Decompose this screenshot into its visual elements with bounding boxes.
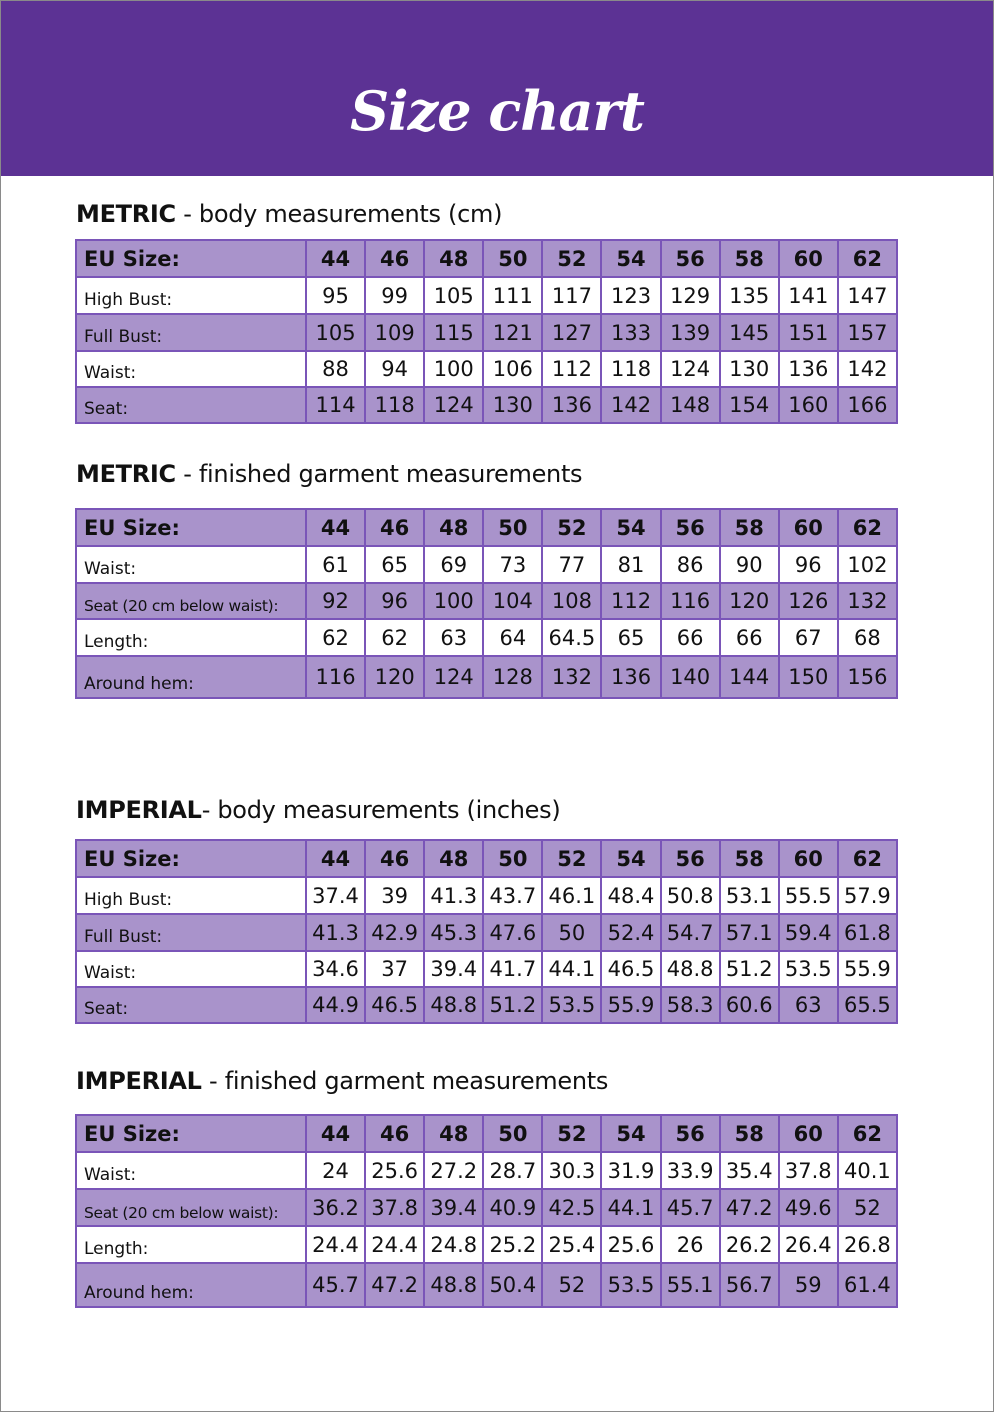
table-row	[76, 277, 897, 314]
measurement-cell: 61.8	[838, 914, 897, 951]
measurement-cell: 47.2	[720, 1189, 779, 1226]
table-row	[76, 1189, 897, 1226]
title-strong: METRIC	[76, 200, 176, 228]
measurement-cell: 120	[365, 656, 424, 698]
table-row	[76, 987, 897, 1023]
measurement-cell: 52	[542, 1263, 601, 1307]
size-header-cell: 62	[838, 840, 897, 877]
measurement-cell: 58.3	[661, 987, 720, 1023]
measurement-cell: 112	[542, 351, 601, 387]
measurement-cell: 40.1	[838, 1152, 897, 1189]
table-row	[76, 656, 897, 698]
measurement-cell: 117	[542, 277, 601, 314]
measurement-cell: 160	[779, 387, 838, 423]
size-header-cell: 52	[542, 840, 601, 877]
measurement-cell: 40.9	[483, 1189, 542, 1226]
size-header-cell: 52	[542, 240, 601, 277]
measurement-cell: 99	[365, 277, 424, 314]
measurement-cell: 115	[424, 314, 483, 351]
measurement-cell: 51.2	[483, 987, 542, 1023]
measurement-cell: 90	[720, 546, 779, 583]
measurement-cell: 44.1	[601, 1189, 660, 1226]
measurement-cell: 129	[661, 277, 720, 314]
measurement-cell: 96	[779, 546, 838, 583]
measurement-cell: 59	[779, 1263, 838, 1307]
measurement-cell: 28.7	[483, 1152, 542, 1189]
size-header-cell: 58	[720, 840, 779, 877]
measurement-cell: 53.5	[779, 951, 838, 987]
size-header-cell: 54	[601, 509, 660, 546]
size-header-label: EU Size:	[76, 509, 306, 546]
measurement-cell: 45.7	[306, 1263, 365, 1307]
measurement-cell: 34.6	[306, 951, 365, 987]
measurement-cell: 43.7	[483, 877, 542, 914]
measurement-cell: 36.2	[306, 1189, 365, 1226]
table-row	[76, 583, 897, 619]
page-title: Size chart	[350, 79, 644, 143]
title-rest: - body measurements (cm)	[175, 200, 503, 228]
size-header-cell: 60	[779, 509, 838, 546]
measurement-cell: 136	[542, 387, 601, 423]
size-header-cell: 54	[601, 840, 660, 877]
measurement-cell: 126	[779, 583, 838, 619]
row-label: Waist:	[76, 951, 306, 987]
measurement-cell: 47.6	[483, 914, 542, 951]
measurement-cell: 124	[424, 387, 483, 423]
measurement-cell: 41.3	[424, 877, 483, 914]
measurement-cell: 112	[601, 583, 660, 619]
measurement-cell: 25.4	[542, 1226, 601, 1263]
measurement-cell: 88	[306, 351, 365, 387]
size-header-cell: 44	[306, 840, 365, 877]
size-header-cell: 60	[779, 1115, 838, 1152]
table-row	[76, 351, 897, 387]
measurement-cell: 26.8	[838, 1226, 897, 1263]
header-banner	[1, 1, 993, 176]
size-header-cell: 44	[306, 240, 365, 277]
measurement-cell: 142	[838, 351, 897, 387]
row-label: Seat (20 cm below waist):	[76, 1189, 306, 1226]
size-header-cell: 46	[365, 1115, 424, 1152]
size-header-cell: 44	[306, 1115, 365, 1152]
measurement-cell: 127	[542, 314, 601, 351]
measurement-cell: 59.4	[779, 914, 838, 951]
size-header-cell: 56	[661, 240, 720, 277]
measurement-cell: 139	[661, 314, 720, 351]
measurement-cell: 30.3	[542, 1152, 601, 1189]
measurement-cell: 48.4	[601, 877, 660, 914]
measurement-cell: 118	[601, 351, 660, 387]
measurement-cell: 37.4	[306, 877, 365, 914]
measurement-cell: 142	[601, 387, 660, 423]
measurement-cell: 25.6	[365, 1152, 424, 1189]
measurement-cell: 24	[306, 1152, 365, 1189]
row-label: Around hem:	[76, 1263, 306, 1307]
measurement-cell: 44.9	[306, 987, 365, 1023]
measurement-cell: 33.9	[661, 1152, 720, 1189]
table-row	[76, 1226, 897, 1263]
measurement-cell: 140	[661, 656, 720, 698]
measurement-cell: 118	[365, 387, 424, 423]
measurement-cell: 45.3	[424, 914, 483, 951]
measurement-cell: 121	[483, 314, 542, 351]
measurement-cell: 65	[601, 619, 660, 656]
measurement-cell: 27.2	[424, 1152, 483, 1189]
imperial-garment-table	[75, 1114, 898, 1308]
measurement-cell: 144	[720, 656, 779, 698]
measurement-cell: 136	[601, 656, 660, 698]
size-header-row	[76, 840, 897, 877]
row-label: Around hem:	[76, 656, 306, 698]
title-rest: - finished garment measurements	[175, 460, 583, 488]
measurement-cell: 105	[424, 277, 483, 314]
measurement-cell: 37.8	[779, 1152, 838, 1189]
measurement-cell: 135	[720, 277, 779, 314]
row-label: High Bust:	[76, 277, 306, 314]
measurement-cell: 62	[365, 619, 424, 656]
row-label: Length:	[76, 619, 306, 656]
measurement-cell: 123	[601, 277, 660, 314]
measurement-cell: 24.4	[306, 1226, 365, 1263]
row-label: Waist:	[76, 546, 306, 583]
measurement-cell: 132	[542, 656, 601, 698]
size-header-cell: 46	[365, 840, 424, 877]
size-header-cell: 46	[365, 240, 424, 277]
measurement-cell: 154	[720, 387, 779, 423]
measurement-cell: 86	[661, 546, 720, 583]
metric-body-title	[76, 200, 502, 228]
size-header-cell: 48	[424, 1115, 483, 1152]
size-header-cell: 56	[661, 1115, 720, 1152]
measurement-cell: 111	[483, 277, 542, 314]
row-label: Full Bust:	[76, 914, 306, 951]
measurement-cell: 64	[483, 619, 542, 656]
measurement-cell: 148	[661, 387, 720, 423]
row-label: High Bust:	[76, 877, 306, 914]
measurement-cell: 109	[365, 314, 424, 351]
measurement-cell: 61.4	[838, 1263, 897, 1307]
measurement-cell: 65	[365, 546, 424, 583]
measurement-cell: 95	[306, 277, 365, 314]
measurement-cell: 51.2	[720, 951, 779, 987]
title-strong: IMPERIAL	[76, 1067, 202, 1095]
imperial-body-table	[75, 839, 898, 1024]
size-header-cell: 58	[720, 509, 779, 546]
size-header-row	[76, 509, 897, 546]
measurement-cell: 151	[779, 314, 838, 351]
measurement-cell: 57.1	[720, 914, 779, 951]
size-header-cell: 54	[601, 240, 660, 277]
measurement-cell: 102	[838, 546, 897, 583]
title-strong: IMPERIAL	[76, 796, 202, 824]
measurement-cell: 68	[838, 619, 897, 656]
measurement-cell: 24.4	[365, 1226, 424, 1263]
measurement-cell: 47.2	[365, 1263, 424, 1307]
measurement-cell: 128	[483, 656, 542, 698]
measurement-cell: 141	[779, 277, 838, 314]
measurement-cell: 39.4	[424, 1189, 483, 1226]
measurement-cell: 66	[720, 619, 779, 656]
measurement-cell: 46.5	[601, 951, 660, 987]
measurement-cell: 145	[720, 314, 779, 351]
measurement-cell: 94	[365, 351, 424, 387]
measurement-cell: 120	[720, 583, 779, 619]
size-header-cell: 50	[483, 1115, 542, 1152]
size-header-cell: 56	[661, 509, 720, 546]
row-label: Waist:	[76, 1152, 306, 1189]
measurement-cell: 116	[306, 656, 365, 698]
measurement-cell: 48.8	[424, 1263, 483, 1307]
measurement-cell: 106	[483, 351, 542, 387]
table-row	[76, 951, 897, 987]
size-header-cell: 50	[483, 240, 542, 277]
measurement-cell: 133	[601, 314, 660, 351]
title-rest: - finished garment measurements	[201, 1067, 609, 1095]
row-label: Length:	[76, 1226, 306, 1263]
measurement-cell: 53.5	[542, 987, 601, 1023]
measurement-cell: 49.6	[779, 1189, 838, 1226]
measurement-cell: 41.7	[483, 951, 542, 987]
measurement-cell: 132	[838, 583, 897, 619]
size-header-cell: 52	[542, 509, 601, 546]
measurement-cell: 100	[424, 351, 483, 387]
size-header-cell: 48	[424, 509, 483, 546]
size-header-cell: 58	[720, 240, 779, 277]
measurement-cell: 156	[838, 656, 897, 698]
size-header-cell: 60	[779, 240, 838, 277]
row-label: Seat (20 cm below waist):	[76, 583, 306, 619]
table-row	[76, 1152, 897, 1189]
measurement-cell: 53.1	[720, 877, 779, 914]
measurement-cell: 42.9	[365, 914, 424, 951]
measurement-cell: 55.1	[661, 1263, 720, 1307]
size-header-cell: 60	[779, 840, 838, 877]
size-header-cell: 62	[838, 240, 897, 277]
metric-garment-table	[75, 508, 898, 699]
measurement-cell: 31.9	[601, 1152, 660, 1189]
measurement-cell: 55.9	[838, 951, 897, 987]
measurement-cell: 105	[306, 314, 365, 351]
measurement-cell: 166	[838, 387, 897, 423]
measurement-cell: 65.5	[838, 987, 897, 1023]
size-header-cell: 58	[720, 1115, 779, 1152]
measurement-cell: 52	[838, 1189, 897, 1226]
measurement-cell: 50	[542, 914, 601, 951]
measurement-cell: 37	[365, 951, 424, 987]
measurement-cell: 55.5	[779, 877, 838, 914]
measurement-cell: 67	[779, 619, 838, 656]
row-label: Seat:	[76, 987, 306, 1023]
measurement-cell: 26	[661, 1226, 720, 1263]
measurement-cell: 69	[424, 546, 483, 583]
imperial-body-title	[76, 796, 560, 824]
row-label: Seat:	[76, 387, 306, 423]
table-row	[76, 387, 897, 423]
measurement-cell: 46.5	[365, 987, 424, 1023]
size-header-cell: 48	[424, 840, 483, 877]
size-header-cell: 44	[306, 509, 365, 546]
measurement-cell: 44.1	[542, 951, 601, 987]
measurement-cell: 53.5	[601, 1263, 660, 1307]
measurement-cell: 50.4	[483, 1263, 542, 1307]
measurement-cell: 100	[424, 583, 483, 619]
measurement-cell: 104	[483, 583, 542, 619]
row-label: Waist:	[76, 351, 306, 387]
measurement-cell: 92	[306, 583, 365, 619]
measurement-cell: 130	[483, 387, 542, 423]
title-rest: - body measurements (inches)	[201, 796, 561, 824]
imperial-garment-title	[76, 1067, 608, 1095]
row-label: Full Bust:	[76, 314, 306, 351]
table-row	[76, 619, 897, 656]
measurement-cell: 61	[306, 546, 365, 583]
measurement-cell: 37.8	[365, 1189, 424, 1226]
measurement-cell: 57.9	[838, 877, 897, 914]
size-header-cell: 56	[661, 840, 720, 877]
measurement-cell: 81	[601, 546, 660, 583]
size-header-label: EU Size:	[76, 840, 306, 877]
measurement-cell: 116	[661, 583, 720, 619]
table-row	[76, 1263, 897, 1307]
measurement-cell: 39.4	[424, 951, 483, 987]
measurement-cell: 35.4	[720, 1152, 779, 1189]
size-header-cell: 62	[838, 509, 897, 546]
measurement-cell: 63	[779, 987, 838, 1023]
measurement-cell: 64.5	[542, 619, 601, 656]
measurement-cell: 136	[779, 351, 838, 387]
measurement-cell: 96	[365, 583, 424, 619]
size-header-row	[76, 1115, 897, 1152]
measurement-cell: 48.8	[661, 951, 720, 987]
measurement-cell: 25.2	[483, 1226, 542, 1263]
metric-garment-title	[76, 460, 582, 488]
measurement-cell: 56.7	[720, 1263, 779, 1307]
measurement-cell: 42.5	[542, 1189, 601, 1226]
measurement-cell: 46.1	[542, 877, 601, 914]
measurement-cell: 157	[838, 314, 897, 351]
size-header-label: EU Size:	[76, 240, 306, 277]
size-header-label: EU Size:	[76, 1115, 306, 1152]
size-header-cell: 52	[542, 1115, 601, 1152]
measurement-cell: 63	[424, 619, 483, 656]
size-header-cell: 54	[601, 1115, 660, 1152]
measurement-cell: 124	[661, 351, 720, 387]
size-header-cell: 50	[483, 840, 542, 877]
measurement-cell: 52.4	[601, 914, 660, 951]
measurement-cell: 41.3	[306, 914, 365, 951]
measurement-cell: 26.4	[779, 1226, 838, 1263]
table-row	[76, 877, 897, 914]
measurement-cell: 62	[306, 619, 365, 656]
size-header-row	[76, 240, 897, 277]
measurement-cell: 26.2	[720, 1226, 779, 1263]
size-header-cell: 48	[424, 240, 483, 277]
measurement-cell: 39	[365, 877, 424, 914]
size-header-cell: 62	[838, 1115, 897, 1152]
measurement-cell: 45.7	[661, 1189, 720, 1226]
measurement-cell: 55.9	[601, 987, 660, 1023]
table-row	[76, 314, 897, 351]
measurement-cell: 24.8	[424, 1226, 483, 1263]
measurement-cell: 108	[542, 583, 601, 619]
measurement-cell: 114	[306, 387, 365, 423]
size-header-cell: 46	[365, 509, 424, 546]
measurement-cell: 50.8	[661, 877, 720, 914]
measurement-cell: 124	[424, 656, 483, 698]
measurement-cell: 150	[779, 656, 838, 698]
measurement-cell: 54.7	[661, 914, 720, 951]
measurement-cell: 130	[720, 351, 779, 387]
measurement-cell: 66	[661, 619, 720, 656]
size-header-cell: 50	[483, 509, 542, 546]
table-row	[76, 914, 897, 951]
measurement-cell: 147	[838, 277, 897, 314]
measurement-cell: 77	[542, 546, 601, 583]
table-row	[76, 546, 897, 583]
metric-body-table	[75, 239, 898, 424]
title-strong: METRIC	[76, 460, 176, 488]
measurement-cell: 73	[483, 546, 542, 583]
measurement-cell: 60.6	[720, 987, 779, 1023]
measurement-cell: 25.6	[601, 1226, 660, 1263]
measurement-cell: 48.8	[424, 987, 483, 1023]
